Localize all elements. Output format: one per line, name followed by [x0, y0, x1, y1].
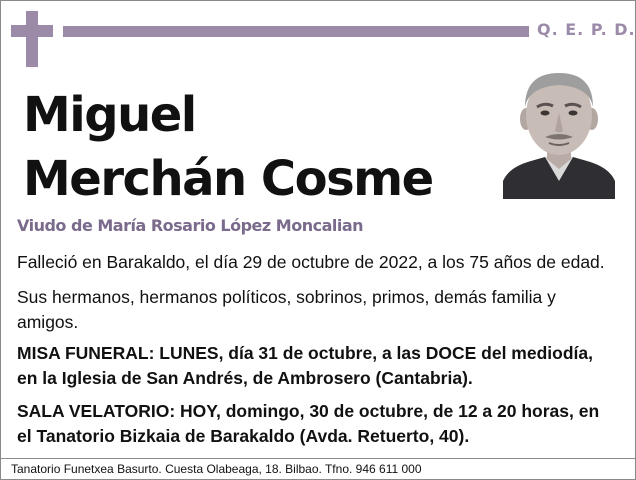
funeral-mass-paragraph: MISA FUNERAL: LUNES, día 31 de octubre, a las DOCE del mediodía, en la Iglesia de San Andrés, de Ambrosero (Cantabria). [17, 343, 593, 388]
wake-paragraph: SALA VELATORIO: HOY, domingo, 30 de octubre, de 12 a 20 horas, en el Tanatorio Bizkaia de Barakaldo (Avda. Retuerto, 40). [17, 401, 600, 446]
deceased-name [23, 83, 433, 211]
qepd-label: Q. E. P. D. [537, 20, 636, 39]
cross-horizontal-bar [11, 25, 53, 37]
deceased-first-name: Miguel [23, 87, 196, 143]
death-notice: Falleció en Barakaldo, el día 29 de octubre de 2022, a los 75 años de edad. [17, 252, 605, 272]
portrait-illustration [503, 63, 615, 199]
header-divider-bar [63, 26, 529, 37]
cross-vertical-bar [26, 11, 38, 67]
widow-line: Viudo de María Rosario López Moncalian [17, 216, 364, 235]
funeral-home-info: Tanatorio Funetxea Basurto. Cuesta Olabeaga, 18. Bilbao. Tfno. 946 611 000 [11, 462, 422, 476]
footer [1, 458, 635, 480]
portrait-photo [503, 63, 615, 199]
family-paragraph: Sus hermanos, hermanos políticos, sobrinos, primos, demás familia y amigos. [17, 287, 556, 332]
deceased-surnames: Merchán Cosme [23, 151, 433, 207]
